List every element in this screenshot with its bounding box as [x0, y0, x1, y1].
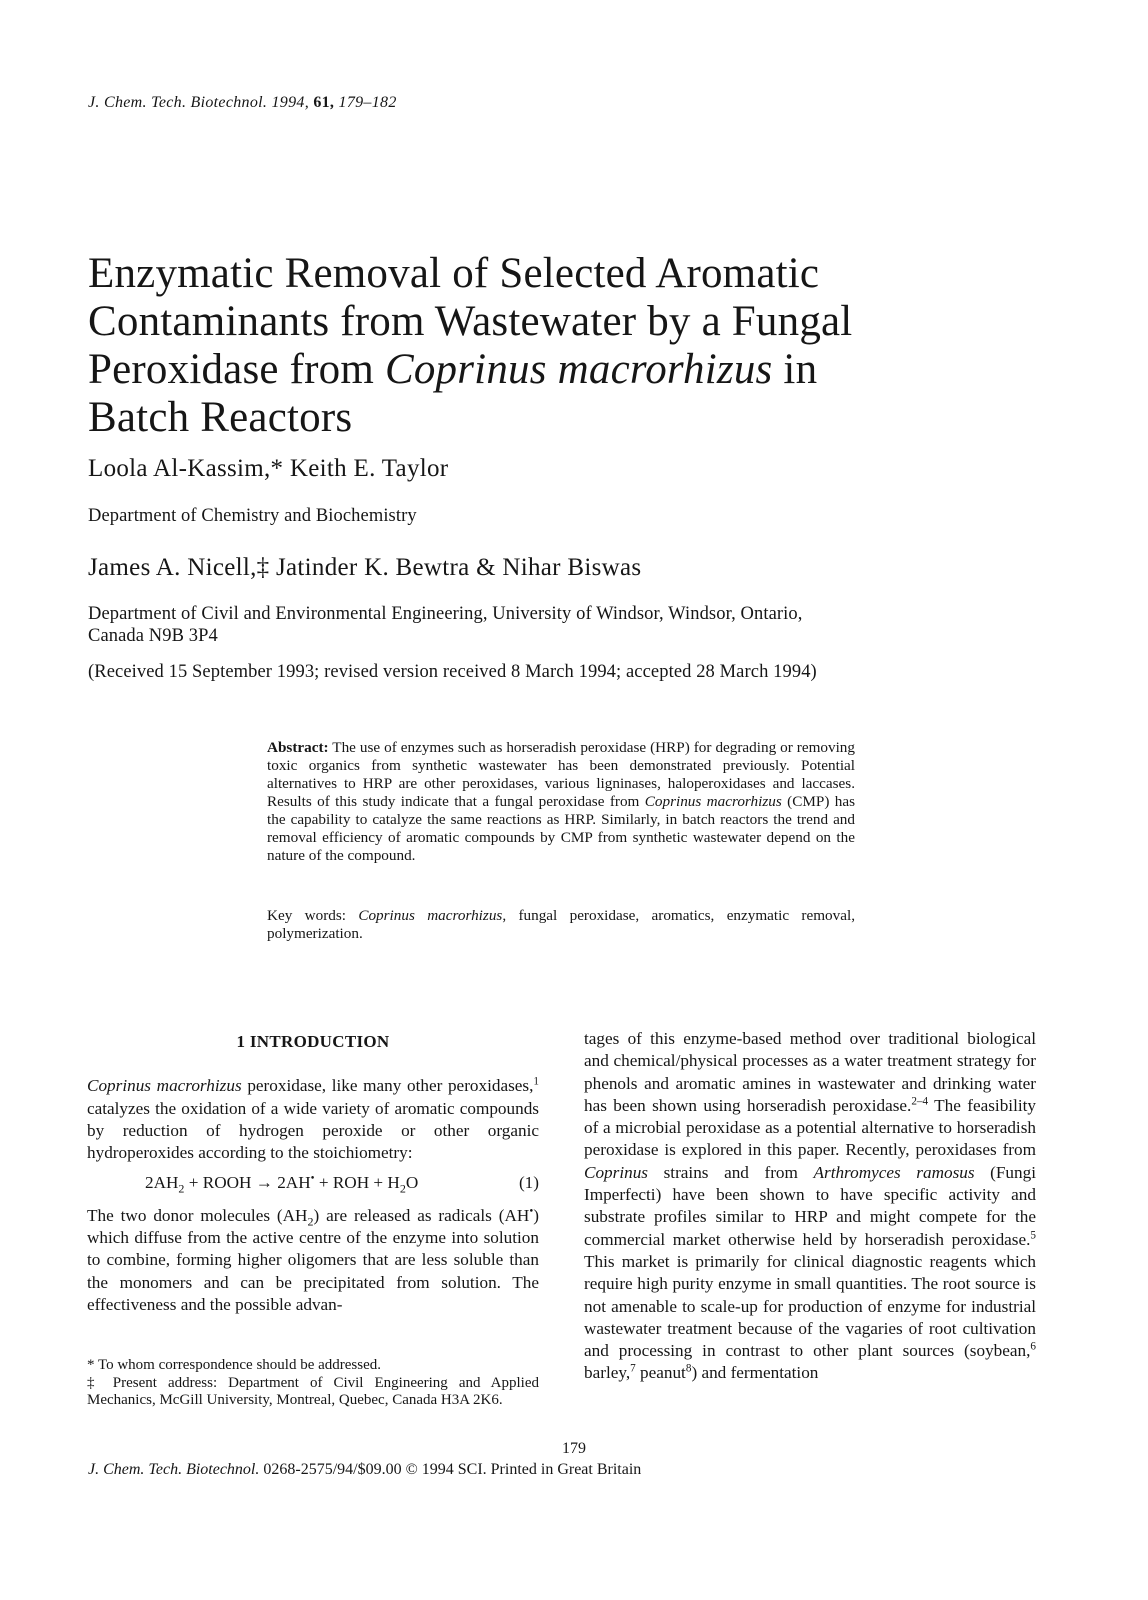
ref-5: 5 [1030, 1228, 1036, 1241]
intro-p2-text-b: ) are released as radicals (AH [313, 1205, 530, 1225]
abstract-text-2: (CMP) has the capability to catalyze the same reactions as HRP. Similarly, in batch reactors the trend and removal efficiency of aromatic compounds by CMP from synthetic wastewater depend on the nature of the compound. [267, 793, 856, 864]
rc-text-5: This market is primarily for clinical diagnostic reagents which require high purity enzyme in small quantities. The root source is not amenable to scale-up for production of enzyme for industrial wastewater treatment because of the vagaries of root cultivation and processing in contrast to other plant sources (soybean, [584, 1251, 1036, 1361]
rc-text-1: tages of this enzyme-based method over traditional biological and chemical/physical processes as a water treatment strategy for phenols and aromatic amines in wastewater and drinking water has been shown using horseradish peroxidase. [584, 1029, 1036, 1115]
footer-journal: J. Chem. Tech. Biotechnol. [88, 1461, 260, 1478]
abstract-label: Abstract: [267, 739, 329, 756]
rc-text-2: The feasibility of a microbial peroxidase as a potential alternative to horseradish peroxidase is explored in this paper. Recently, peroxidases from [584, 1095, 1036, 1160]
eq-term-b: + ROOH → 2AH [184, 1173, 311, 1193]
eq-term-c: + ROH + H [314, 1173, 400, 1193]
section-heading-introduction: 1 INTRODUCTION [236, 1032, 390, 1051]
affiliation-2-line-2: Canada N9B 3P4 [88, 626, 218, 646]
eq-radical-dot: • [310, 1172, 315, 1185]
footer-rest: 0268-2575/94/$09.00 © 1994 SCI. Printed in Great Britain [259, 1461, 642, 1478]
affiliation-2-line-1: Department of Civil and Environmental Engineering, University of Windsor, Windsor, Ontario, [88, 604, 803, 624]
equation-body [145, 1172, 418, 1194]
journal-year: 1994, [271, 94, 309, 111]
keywords-species: Coprinus macrorhizus [358, 907, 503, 924]
rc-coprinus: Coprinus [584, 1162, 648, 1182]
footnote-1: * To whom correspondence should be addressed. [87, 1357, 382, 1373]
abstract-species: Coprinus macrorhizus [644, 793, 782, 810]
ref-1: 1 [533, 1075, 539, 1088]
title-line-1: Enzymatic Removal of Selected Aromatic [88, 250, 820, 297]
intro-p2-sub: 2 [307, 1214, 314, 1229]
eq-term-d: O [405, 1173, 419, 1193]
keywords-rest: , fungal peroxidase, aromatics, enzymatic removal, polymerization. [267, 907, 855, 942]
journal-name: J. Chem. Tech. Biotechnol. [88, 94, 268, 111]
ref-7: 7 [630, 1362, 636, 1375]
intro-p1-text-a: peroxidase, like many other peroxidases, [241, 1076, 534, 1096]
intro-p2-text-a: The two donor molecules (AH [87, 1205, 308, 1225]
equation-1 [87, 1172, 539, 1194]
intro-species: Coprinus macrorhizus [87, 1076, 242, 1096]
journal-reference [88, 94, 397, 112]
abstract-text-1: The use of enzymes such as horseradish peroxidase (HRP) for degrading or removing toxic organics from synthetic wastewater has been demonstrated previously. Potential alternatives to HRP are other peroxidases, various ligninases, haloperoxidases and laccases. Results of this study indicate that a fungal peroxidase from [267, 739, 855, 810]
affiliation-2 [88, 603, 802, 647]
intro-p1-text-b: catalyzes the oxidation of a wide variety of aromatic compounds by reduction of hydrogen peroxide or other organic hydroperoxides according to the stoichiometry: [87, 1098, 539, 1163]
rc-text-8: ) and fermentation [691, 1363, 819, 1383]
page-footer [88, 1461, 641, 1479]
keywords-label: Key words: [267, 907, 359, 924]
intro-paragraph-2 [87, 1205, 539, 1316]
article-title [88, 250, 1088, 442]
rc-text-6: barley, [584, 1363, 631, 1383]
affiliation-1: Department of Chemistry and Biochemistry [88, 506, 417, 526]
rc-text-3: strains and from [648, 1162, 814, 1182]
footnotes [87, 1357, 539, 1410]
intro-p2-radical-dot: • [529, 1205, 534, 1218]
title-line-3-pre: Peroxidase from [88, 346, 385, 393]
rc-text-7: peanut [635, 1363, 686, 1383]
right-column-paragraph [584, 1028, 1036, 1385]
authors-group-2: James A. Nicell,‡ Jatinder K. Bewtra & Nihar Biswas [88, 554, 642, 581]
ref-8: 8 [685, 1362, 692, 1375]
intro-p2-text-c: ) which diffuse from the active centre of the enzyme into solution to combine, forming higher oligomers that are less soluble than the monomers and can be precipitated from solution. The effectiveness and the possible advan- [87, 1205, 539, 1314]
eq-term-a: 2AH [145, 1173, 179, 1193]
ref-6: 6 [1030, 1340, 1036, 1353]
title-species: Coprinus macrorhizus [384, 346, 773, 393]
journal-volume: 61, [313, 94, 335, 111]
received-dates: (Received 15 September 1993; revised version received 8 March 1994; accepted 28 March 1994) [88, 662, 817, 682]
title-line-2: Contaminants from Wastewater by a Fungal [88, 298, 853, 345]
right-column [584, 1028, 1036, 1385]
abstract [267, 739, 855, 865]
rc-arthromyces: Arthromyces ramosus [813, 1162, 975, 1182]
title-line-3-post: in [772, 346, 818, 393]
page-number: 179 [562, 1440, 586, 1457]
journal-pages: 179–182 [338, 94, 397, 111]
keywords [267, 907, 855, 943]
ref-2-4: 2–4 [911, 1095, 929, 1108]
eq-sub-c: 2 [399, 1181, 406, 1196]
authors-group-1: Loola Al-Kassim,* Keith E. Taylor [88, 455, 449, 482]
intro-paragraph-1 [87, 1075, 539, 1164]
left-column [87, 1031, 539, 1316]
rc-text-4: (Fungi Imperfecti) have been shown to have specific activity and substrate profiles similar to HRP and might compete for the commercial market otherwise held by horseradish peroxidase. [584, 1162, 1036, 1249]
equation-number: (1) [518, 1173, 539, 1193]
eq-sub-a: 2 [178, 1181, 185, 1196]
footnote-2: ‡ Present address: Department of Civil Engineering and Applied Mechanics, McGill University, Montreal, Quebec, Canada H3A 2K6. [87, 1374, 539, 1408]
title-line-4: Batch Reactors [88, 394, 353, 441]
